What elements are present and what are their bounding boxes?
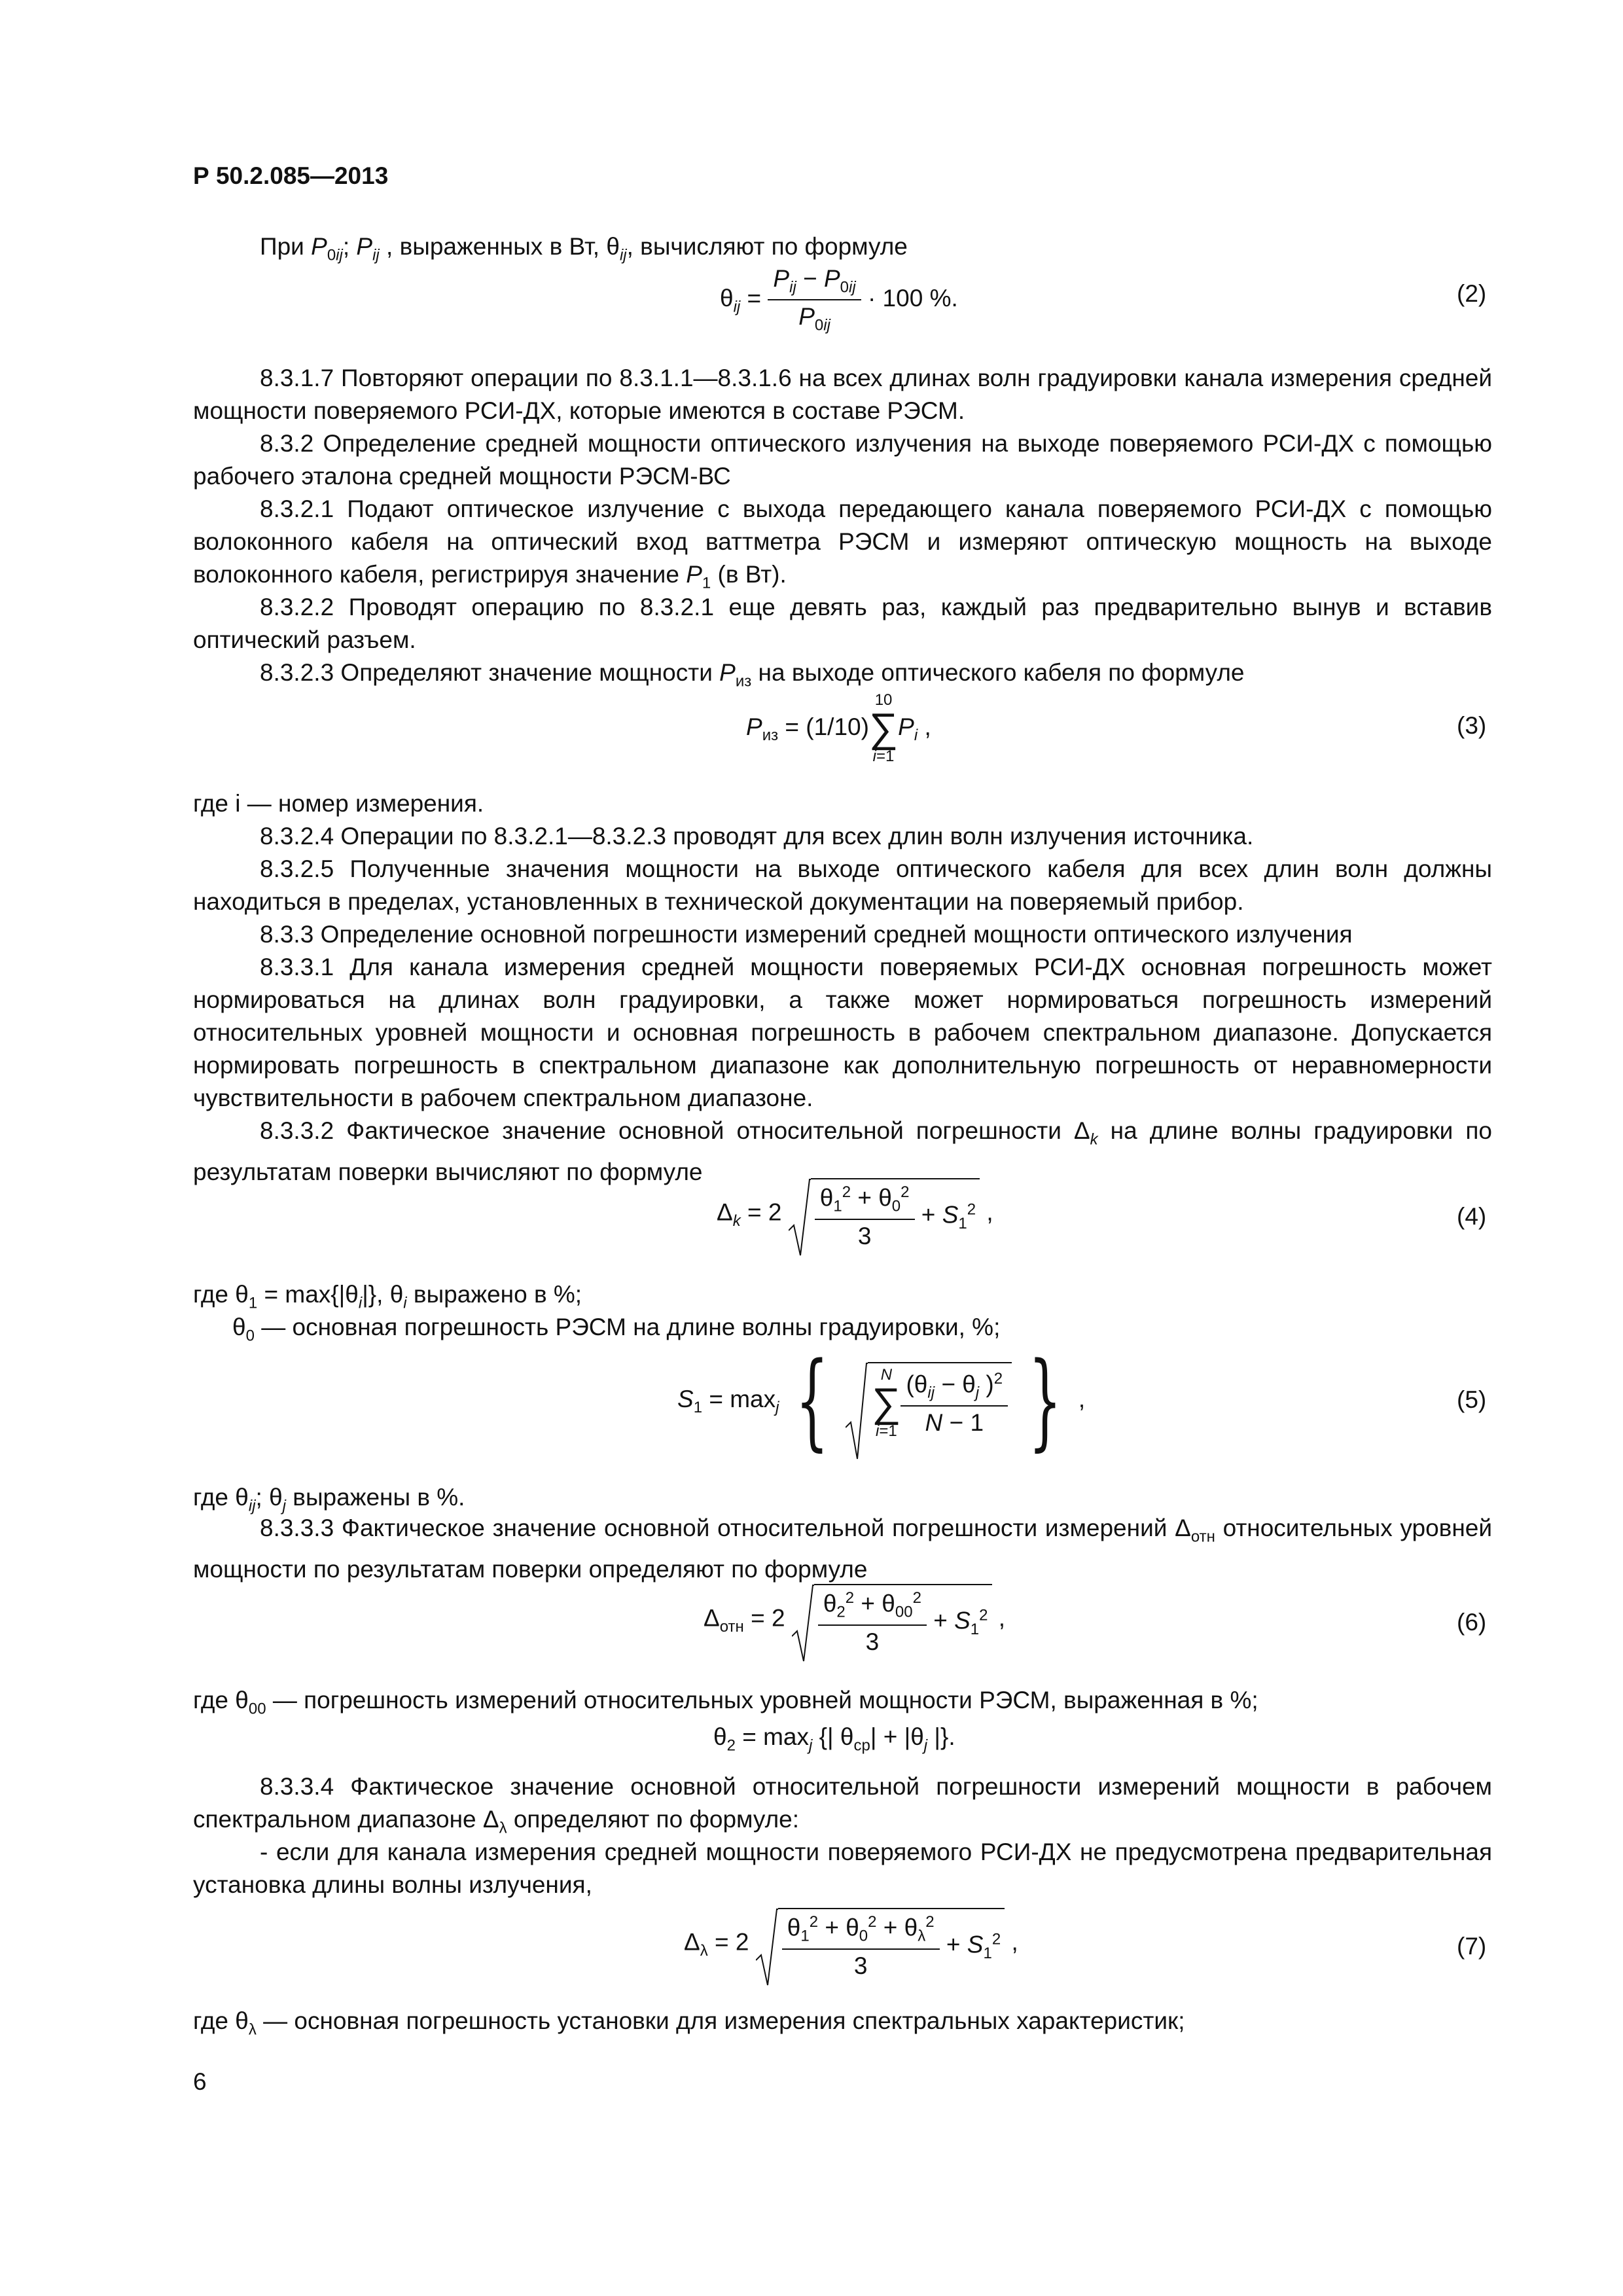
where-theta1-b: = max{|θ <box>257 1281 359 1308</box>
paragraph-8-3-2-1: 8.3.2.1 Подают оптическое излучение с выхода передающего канала поверяемого РСИ-ДХ с помощью волоконного кабеля на оптический вход ваттметра РЭСМ и измеряют оптическую мощность на выходе волоконного кабеля, регистрируя значение $P_1$ (в Вт). <box>193 495 1492 592</box>
where-theta1-a: где θ <box>193 1281 249 1308</box>
p-8-3-3-4-tail: определяют по формуле: <box>507 1806 800 1833</box>
page-number: 6 <box>193 2068 207 2095</box>
where-theta1-note: где $\theta_1 = \max\{|\theta_i|\}$, $\theta_i$ выражено в %; <box>193 1281 582 1312</box>
where-theta-lambda-note: где $\theta_\lambda$ — основная погрешность установки для измерения спектральных характеристик; <box>193 2007 1185 2039</box>
intro-line: При $P_{0ij}$; $P_{ij}$ , выраженных в Вт, $\theta_{ij}$, вычисляют по формуле <box>260 233 908 264</box>
where-theta-lambda-text: — основная погрешность установки для измерения спектральных характеристик; <box>256 2007 1185 2034</box>
paragraph-8-3-3: 8.3.3 Определение основной погрешности измерений средней мощности оптического излучения <box>260 921 1353 948</box>
p-8-3-3-3-text: 8.3.3.3 Фактическое значение основной относительной погрешности измерений Δ <box>260 1515 1191 1541</box>
where-i-note: где i — номер измерения. <box>193 790 484 817</box>
document-id-header: Р 50.2.085—2013 <box>193 162 389 189</box>
p-8-3-2-1-text: 8.3.2.1 Подают оптическое излучение с выхода передающего канала поверяемого РСИ-ДХ с помощью волоконного кабеля на оптический вход ваттметра РЭСМ и измеряют оптическую мощность на выходе волоконного кабеля, регистрируя значение <box>193 495 1492 588</box>
where-theta1-d: выражено в %; <box>406 1281 582 1308</box>
where-theta1-c: |}, θ <box>362 1281 404 1308</box>
formula-7: $\Delta_\lambda = 2$ $\frac{\theta_1^2 + \theta_0^2 + \theta_\lambda^2}{3}$ + $S_1^2$ , <box>684 1908 1018 1980</box>
intro-suffix: , выраженных в Вт, θ <box>379 233 620 260</box>
paragraph-8-3-2-5: 8.3.2.5 Полученные значения мощности на выходе оптического кабеля для всех длин волн должны находиться в пределах, установленных в технической документации на поверяемый прибор. <box>193 855 1492 915</box>
paragraph-8-3-2: 8.3.2 Определение средней мощности оптического излучения на выходе поверяемого РСИ-ДХ с помощью рабочего эталона средней мощности РЭСМ-ВС <box>193 430 1492 490</box>
equation-number-3: (3) <box>1457 712 1487 739</box>
where-theta-ij-note: где $\theta_{ij}$; $\theta_j$ выражены в %. <box>193 1484 465 1515</box>
equation-number-6: (6) <box>1457 1609 1487 1636</box>
equation-number-2: (2) <box>1457 280 1487 307</box>
equation-number-4: (4) <box>1457 1203 1487 1230</box>
p-8-3-2-3-tail: на выходе оптического кабеля по формуле <box>751 659 1245 686</box>
where-theta00-text: — погрешность измерений относительных уровней мощности РЭСМ, выраженная в %; <box>266 1687 1258 1713</box>
p-8-3-2-3-text: 8.3.2.3 Определяют значение мощности <box>260 659 720 686</box>
p-8-3-3-4-text: 8.3.3.4 Фактическое значение основной относительной погрешности измерений мощности в рабочем спектральном диапазоне Δ <box>193 1773 1492 1833</box>
paragraph-8-3-2-3: 8.3.2.3 Определяют значение мощности $P_{из}$ на выходе оптического кабеля по формуле <box>260 659 1245 691</box>
p-8-3-2-1-tail: (в Вт). <box>711 561 787 588</box>
formula-4: $\Delta_k = 2$ $\frac{\theta_1^2 + \theta_0^2}{3}$ + $S_1^2$ , <box>717 1178 993 1250</box>
paragraph-8-3-3-4: 8.3.3.4 Фактическое значение основной относительной погрешности измерений мощности в рабочем спектральном диапазоне $\Delta_\lambda$ определяют по формуле: <box>193 1773 1492 1837</box>
p-8-3-3-2-text: 8.3.3.2 Фактическое значение основной относительной погрешности Δ <box>260 1117 1090 1144</box>
paragraph-8-3-1-7: 8.3.1.7 Повторяют операции по 8.3.1.1—8.3.1.6 на всех длинах волн градуировки канала измерения средней мощности поверяемого РСИ-ДХ, которые имеются в составе РЭСМ. <box>193 365 1492 424</box>
formula-5: $S_1 = \max_j$ { N ∑ i=1 $\frac{(\theta_{ij} - \theta_j )^2}{N - 1}$ } , <box>677 1339 1086 1462</box>
where-theta0-note: $\theta_0$ — основная погрешность РЭСМ на длине волны градуировки, %; <box>232 1314 1001 1345</box>
paragraph-8-3-2-2: 8.3.2.2 Проводят операцию по 8.3.2.1 еще девять раз, каждый раз предварительно вынув и вставив оптический разъем. <box>193 594 1492 653</box>
paragraph-8-3-3-2: 8.3.3.2 Фактическое значение основной относительной погрешности $\Delta_k$ на длине волны градуировки по результатам поверки вычисляют по формуле <box>193 1117 1493 1186</box>
formula-3: $P_{из} = (1/10)$ 10 ∑ i=1 $P_i$ , <box>746 691 931 765</box>
paragraph-8-3-3-3: 8.3.3.3 Фактическое значение основной относительной погрешности измерений $\Delta_{отн}$ относительных уровней мощности по результатам поверки определяют по формуле <box>193 1515 1493 1583</box>
equation-number-7: (7) <box>1457 1933 1487 1960</box>
intro-tail: , вычисляют по формуле <box>626 233 908 260</box>
where-theta00-note: где $\theta_{00}$ — погрешность измерений относительных уровней мощности РЭСМ, выраженная в %; <box>193 1687 1258 1718</box>
paragraph-8-3-3-1: 8.3.3.1 Для канала измерения средней мощности поверяемых РСИ-ДХ основная погрешность может нормироваться на длинах волн градуировки, а также может нормироваться погрешность измерений относительных уровней мощности и основная погрешность в рабочем спектральном диапазоне. Допускается нормировать погрешность в спектральном диапазоне как дополнительную погрешность от неравномерности чувствительности в рабочем спектральном диапазоне. <box>193 954 1492 1111</box>
equation-number-5: (5) <box>1457 1386 1487 1413</box>
theta2-definition: $\theta_2 = \max_j$ {| $\theta_{ср}| + |\theta_j$ |}. <box>713 1723 955 1755</box>
formula-2: $\theta_{ij}$ = $\frac{P_{ij} - P_{0ij}}{P_{0ij}}$ · 100 %. <box>720 265 958 334</box>
intro-prefix: При <box>260 233 312 260</box>
paragraph-8-3-2-4: 8.3.2.4 Операции по 8.3.2.1—8.3.2.3 проводят для всех длин волн излучения источника. <box>260 823 1254 850</box>
formula-6: $\Delta_{отн} = 2$ $\frac{\theta_2^2 + \theta_{00}^2}{3}$ + $S_1^2$ , <box>704 1584 1005 1656</box>
p-8-3-3-3-tail: относительных уровней мощности по результатам поверки определяют по формуле <box>193 1515 1493 1583</box>
where-theta0-text: — основная погрешность РЭСМ на длине волны градуировки, %; <box>254 1314 1001 1340</box>
paragraph-bullet: - если для канала измерения средней мощности поверяемого РСИ-ДХ не предусмотрена предварительная установка длины волны излучения, <box>193 1839 1492 1898</box>
p-8-3-3-2-tail: на длине волны градуировки по результатам поверки вычисляют по формуле <box>193 1117 1493 1186</box>
where-theta-ij-text: выражены в %. <box>286 1484 465 1511</box>
